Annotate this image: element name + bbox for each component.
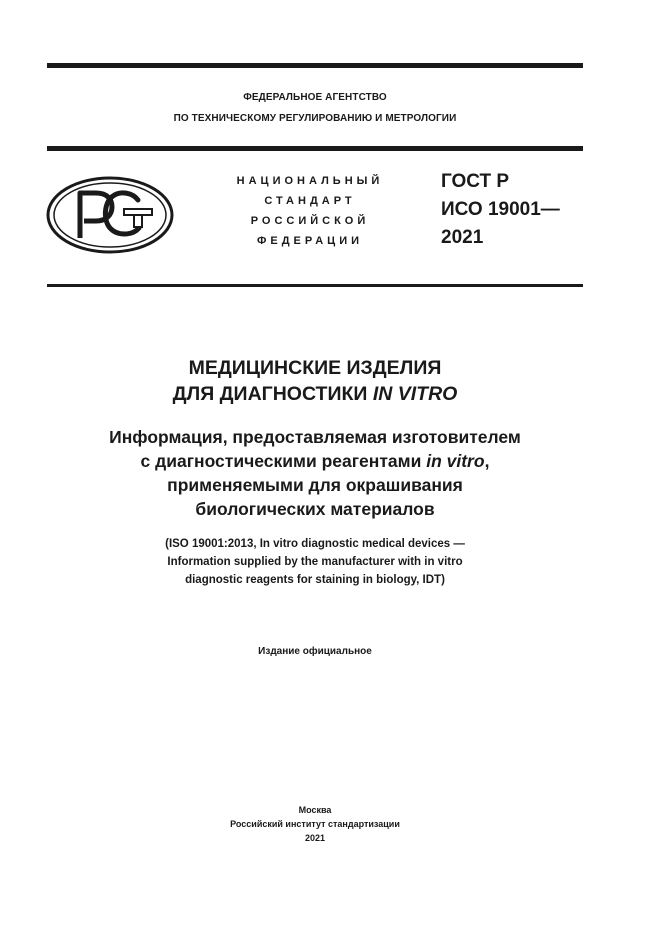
footer-year: 2021 [304,833,326,843]
intl-ref-line-3: diagnostic reagents for staining in biology, IDT) [185,574,445,586]
title-italic: IN VITRO [372,383,458,405]
footer-publisher: Российский институт стандартизации [230,819,400,829]
intl-ref-line-1: (ISO 19001:2013, In vitro diagnostic medical devices — [165,538,465,550]
agency-line-2: ПО ТЕХНИЧЕСКОМУ РЕГУЛИРОВАНИЮ И МЕТРОЛОГИИ [173,113,457,124]
title-line-1: МЕДИЦИНСКИЕ ИЗДЕЛИЯ [188,357,442,379]
subtitle-line-1: Информация, предоставляемая изготовителем [109,427,521,447]
national-standard-line-3: РОССИЙСКОЙ [250,215,370,227]
national-standard-line-1: НАЦИОНАЛЬНЫЙ [236,175,384,187]
footer-city: Москва [298,805,332,815]
header-rule [47,146,583,151]
rst-certification-mark-icon [46,176,174,254]
national-standard-line-4: ФЕДЕРАЦИИ [256,235,364,247]
title-line-2: ДЛЯ ДИАГНОСТИКИ IN VITRO [172,383,458,405]
designation-rule [47,284,583,287]
designation-line-1: ГОСТ Р [441,171,510,192]
designation-line-2: ИСО 19001— [441,199,560,220]
national-standard-line-2: СТАНДАРТ [264,195,356,207]
intl-ref-line-2: Information supplied by the manufacturer with in vitro [167,556,463,568]
designation-line-3: 2021 [441,227,484,248]
subtitle-line-4: биологических материалов [195,499,435,519]
subtitle-line-3: применяемыми для окрашивания [167,475,463,495]
agency-line-1: ФЕДЕРАЛЬНОЕ АГЕНТСТВО [243,92,387,103]
edition-label: Издание официальное [258,646,372,657]
subtitle-italic: in vitro [426,451,485,471]
top-rule [47,63,583,68]
subtitle-line-2: с диагностическими реагентами in vitro, [140,451,490,471]
